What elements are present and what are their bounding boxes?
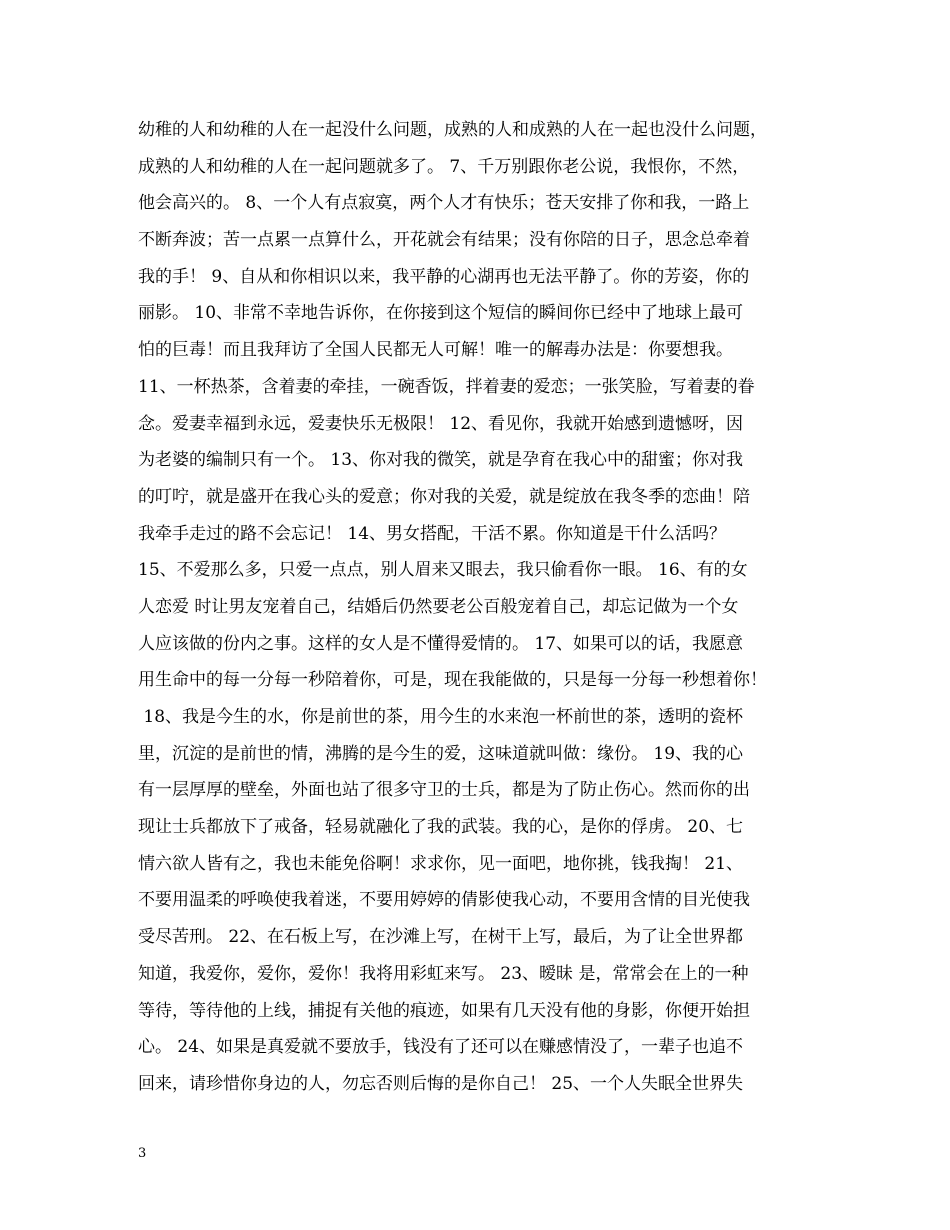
text-line: 有一层厚厚的壁垒，外面也站了很多守卫的士兵，都是为了防止伤心。然而你的出 xyxy=(138,780,750,801)
page-number: 3 xyxy=(138,1146,147,1161)
text-line: 心。 24、如果是真爱就不要放手，钱没有了还可以在赚感情没了，一辈子也追不 xyxy=(138,1037,744,1058)
text-line: 18、我是今生的水，你是前世的茶，用今生的水来泡一杯前世的茶，透明的瓷杯 xyxy=(138,707,744,727)
text-line: 怕的巨毒！而且我拜访了全国人民都无人可解！唯一的解毒办法是：你要想我。 xyxy=(138,340,733,361)
text-line: 我牵手走过的路不会忘记！ 14、男女搭配，干活不累。你知道是干什么活吗？ xyxy=(138,523,727,544)
text-line: 念。爱妻幸福到永远，爱妻快乐无极限！ 12、看见你，我就开始感到遗憾呀，因 xyxy=(138,413,744,434)
text-line: 我的手！ 9、自从和你相识以来，我平静的心湖再也无法平静了。你的芳姿，你的 xyxy=(138,266,750,287)
text-line: 受尽苦刑。 22、在石板上写，在沙滩上写，在树干上写，最后，为了让全世界都 xyxy=(138,927,744,948)
text-line: 人应该做的份内之事。这样的女人是不懂得爱情的。 17、如果可以的话，我愿意 xyxy=(138,633,744,654)
text-line: 等待，等待他的上线，捕捉有关他的痕迹，如果有几天没有他的身影，你便开始担 xyxy=(138,1000,750,1021)
text-line: 为老婆的编制只有一个。 13、你对我的微笑，就是孕育在我心中的甜蜜；你对我 xyxy=(138,450,744,471)
text-line: 情六欲人皆有之，我也未能免俗啊！求求你，见一面吧，地你挑，钱我掏！ 21、 xyxy=(138,853,744,874)
text-line: 不断奔波；苦一点累一点算什么，开花就会有结果；没有你陪的日子，思念总牵着 xyxy=(138,230,750,251)
text-line: 现让士兵都放下了戒备，轻易就融化了我的武装。我的心，是你的俘虏。 20、七 xyxy=(138,817,744,838)
text-line: 幼稚的人和幼稚的人在一起没什么问题，成熟的人和成熟的人在一起也没什么问题， xyxy=(138,120,767,140)
text-line: 的叮咛，就是盛开在我心头的爱意；你对我的关爱，就是绽放在我冬季的恋曲！陪 xyxy=(138,486,750,507)
text-line: 回来，请珍惜你身边的人，勿忘否则后悔的是你自己！ 25、一个人失眠全世界失 xyxy=(138,1073,744,1094)
text-line: 知道，我爱你，爱你，爱你！我将用彩虹来写。 23、暧昧 是，常常会在上的一种 xyxy=(138,963,749,984)
text-line: 人恋爱 时让男友宠着自己，结婚后仍然要老公百般宠着自己，却忘记做为一个女 xyxy=(138,596,739,617)
text-line: 用生命中的每一分每一秒陪着你，可是，现在我能做的，只是每一分每一秒想着你！ xyxy=(138,670,767,691)
text-line: 他会高兴的。 8、一个人有点寂寞，两个人才有快乐；苍天安排了你和我，一路上 xyxy=(138,193,750,214)
text-line: 11、一杯热茶，含着妻的牵挂，一碗香饭，拌着妻的爱恋；一张笑脸，写着妻的眷 xyxy=(138,376,755,397)
text-line: 成熟的人和幼稚的人在一起问题就多了。 7、千万别跟你老公说，我恨你，不然， xyxy=(138,156,750,177)
text-line: 丽影。 10、非常不幸地告诉你，在你接到这个短信的瞬间你已经中了地球上最可 xyxy=(138,303,744,324)
text-line: 15、不爱那么多，只爱一点点，别人眉来又眼去，我只偷看你一眼。 16、有的女 xyxy=(138,560,748,581)
text-line: 里，沉淀的是前世的情，沸腾的是今生的爱，这味道就叫做：缘份。 19、我的心 xyxy=(138,743,744,764)
body-text xyxy=(138,112,828,1103)
text-line: 不要用温柔的呼唤使我着迷，不要用婷婷的倩影使我心动，不要用含情的目光使我 xyxy=(138,890,750,911)
